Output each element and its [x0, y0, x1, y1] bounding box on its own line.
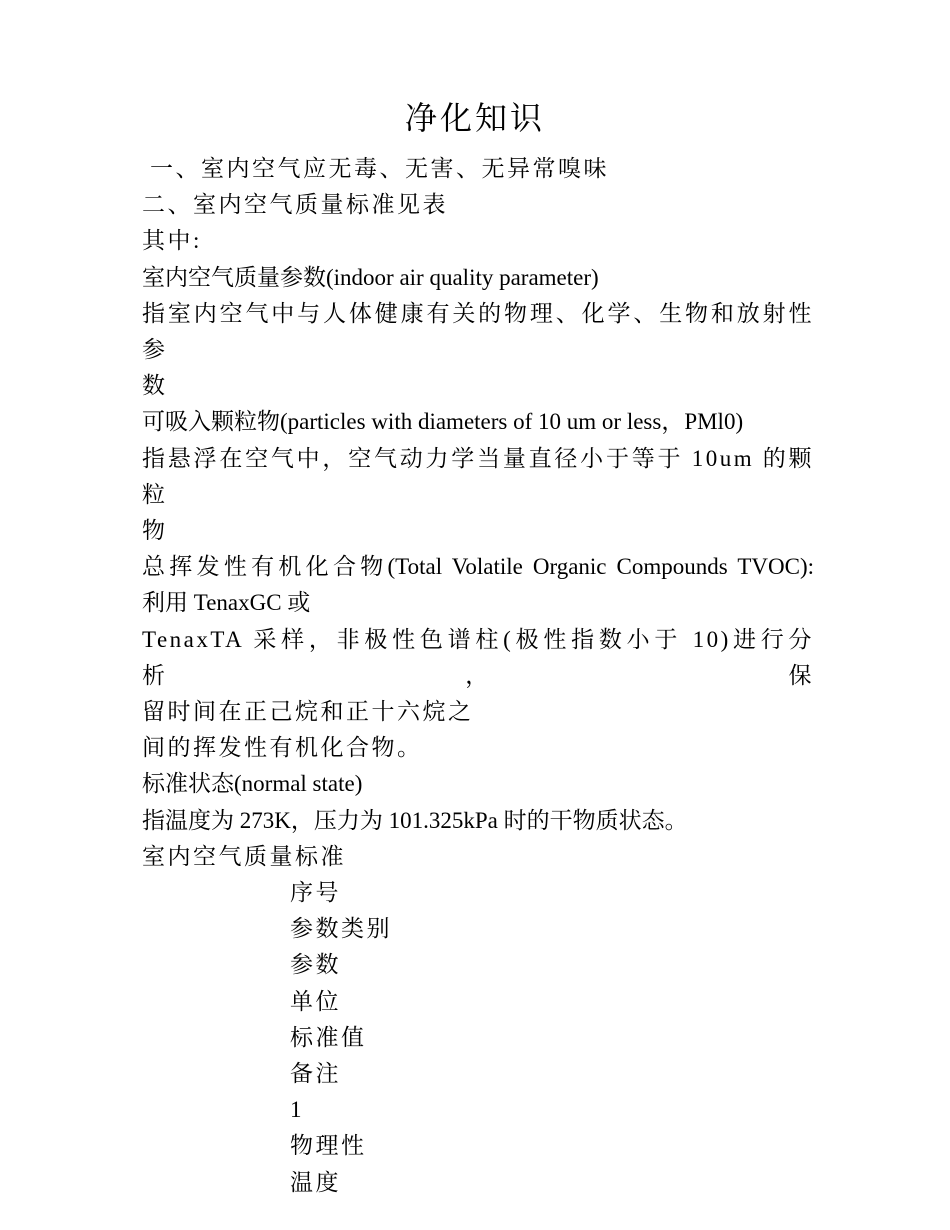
paragraph-line-1: 一、室内空气应无毒、无害、无异常嗅味 [150, 156, 609, 181]
table-cell-header-remarks: 备注 [290, 1061, 341, 1087]
paragraph-line-15: 标准状态(normal state) [142, 771, 363, 797]
table-cell-row1-parameter: 温度 [290, 1169, 341, 1195]
document-title: 净化知识 [404, 100, 545, 136]
paragraph-line-11: 利用 TenaxGC 或 [142, 590, 311, 616]
paragraph-line-10: 总挥发性有机化合物(Total Volatile Organic Compounds TVOC): [142, 554, 814, 580]
table-cell-header-parameter: 参数 [290, 952, 341, 978]
paragraph-line-12: TenaxTA 采样，非极性色谱柱(极性指数小于 10)进行分析，保 [142, 626, 814, 688]
table-cell-header-unit: 单位 [290, 988, 341, 1014]
paragraph-line-2: 二、室内空气质量标准见表 [142, 192, 448, 218]
paragraph-line-13: 留时间在正己烷和正十六烷之 [142, 699, 474, 725]
paragraph-line-7: 可吸入颗粒物(particles with diameters of 10 um or less，PMl0) [142, 409, 744, 435]
table-cell-header-standard-value: 标准值 [290, 1024, 367, 1050]
paragraph-line-14: 间的挥发性有机化合物。 [142, 735, 423, 761]
table-cell-header-category: 参数类别 [290, 916, 392, 942]
paragraph-line-5: 指室内空气中与人体健康有关的物理、化学、生物和放射性参 [142, 300, 814, 363]
paragraph-line-3: 其中: [142, 228, 202, 254]
document-body [142, 151, 814, 1201]
paragraph-line-4: 室内空气质量参数(indoor air quality parameter) [142, 264, 599, 290]
paragraph-line-9: 物 [142, 518, 165, 544]
table-cell-row1-index: 1 [290, 1097, 304, 1123]
table-cell-header-index: 序号 [290, 880, 341, 906]
paragraph-line-6: 数 [142, 373, 165, 399]
table-cell-row1-category: 物理性 [290, 1133, 367, 1159]
paragraph-line-16: 指温度为 273K，压力为 101.325kPa 时的干物质状态。 [142, 807, 688, 833]
paragraph-line-17: 室内空气质量标准 [142, 843, 346, 869]
paragraph-line-8: 指悬浮在空气中，空气动力学当量直径小于等于 10um 的颗粒 [142, 445, 814, 507]
